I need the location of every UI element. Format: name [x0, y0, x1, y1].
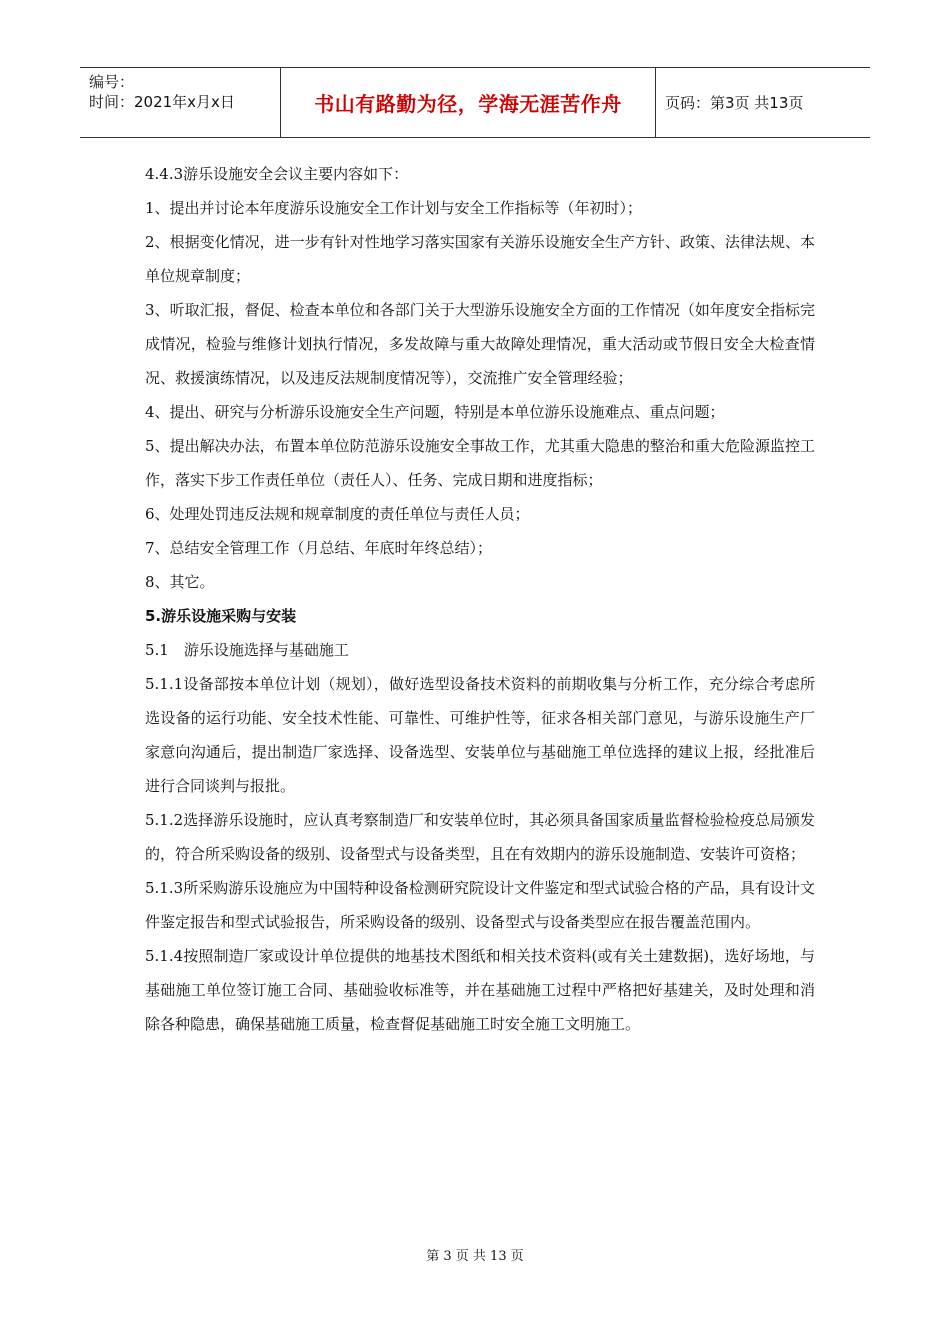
paragraph: 5.1.3所采购游乐设施应为中国特种设备检测研究院设计文件鉴定和型式试验合格的产品，具有设计文件鉴定报告和型式试验报告，所采购设备的级别、设备型式与设备类型应在报告覆盖范围内。 [145, 879, 815, 931]
header-meta [80, 68, 281, 137]
document-number-label: 编号： [89, 73, 135, 91]
header-page-info: 页码：第3页 共13页 [665, 94, 804, 112]
document-body [145, 157, 815, 1041]
paragraph: 2、根据变化情况，进一步有针对性地学习落实国家有关游乐设施安全生产方针、政策、法律法规、本单位规章制度； [145, 233, 815, 285]
document-date-label: 时间：2021年x月x日 [89, 93, 235, 111]
paragraph: 4.4.3游乐设施安全会议主要内容如下： [145, 165, 409, 183]
paragraph: 7、总结安全管理工作（月总结、年底时年终总结）； [145, 539, 493, 557]
header-motto: 书山有路勤为径，学海无涯苦作舟 [281, 68, 656, 137]
paragraph: 8、其它。 [145, 573, 215, 591]
paragraph: 5.1 游乐设施选择与基础施工 [145, 641, 349, 659]
paragraph: 6、处理处罚违反法规和规章制度的责任单位与责任人员； [145, 505, 530, 523]
paragraph: 5、提出解决办法，布置本单位防范游乐设施安全事故工作，尤其重大隐患的整治和重大危险源监控工作，落实下步工作责任单位（责任人）、任务、完成日期和进度指标； [145, 437, 815, 489]
paragraph: 4、提出、研究与分析游乐设施安全生产问题，特别是本单位游乐设施难点、重点问题； [145, 403, 725, 421]
page-header [80, 67, 870, 138]
paragraph: 1、提出并讨论本年度游乐设施安全工作计划与安全工作指标等（年初时）； [145, 199, 643, 217]
paragraph: 5.1.4按照制造厂家或设计单位提供的地基技术图纸和相关技术资料(或有关土建数据)，选好场地，与基础施工单位签订施工合同、基础验收标准等，并在基础施工过程中严格把好基建关，及时处理和消除各种隐患，确保基础施工质量，检查督促基础施工时安全施工文明施工。 [145, 947, 815, 1033]
paragraph: 5.1.1设备部按本单位计划（规划），做好选型设备技术资料的前期收集与分析工作，充分综合考虑所选设备的运行功能、安全技术性能、可靠性、可维护性等，征求各相关部门意见，与游乐设施生产厂家意向沟通后，提出制造厂家选择、设备选型、安装单位与基础施工单位选择的建议上报，经批准后进行合同谈判与报批。 [145, 675, 815, 795]
paragraph: 3、听取汇报，督促、检查本单位和各部门关于大型游乐设施安全方面的工作情况（如年度安全指标完成情况，检验与维修计划执行情况，多发故障与重大故障处理情况，重大活动或节假日安全大检查情况、救援演练情况，以及违反法规制度情况等），交流推广安全管理经验； [145, 301, 815, 387]
paragraph: 5.1.2选择游乐设施时，应认真考察制造厂和安装单位时，其必须具备国家质量监督检验检疫总局颁发的，符合所采购设备的级别、设备型式与设备类型，且在有效期内的游乐设施制造、安装许可资格； [145, 811, 815, 863]
section-heading: 5.游乐设施采购与安装 [145, 607, 297, 625]
page-footer: 第 3 页 共 13 页 [426, 1249, 524, 1264]
